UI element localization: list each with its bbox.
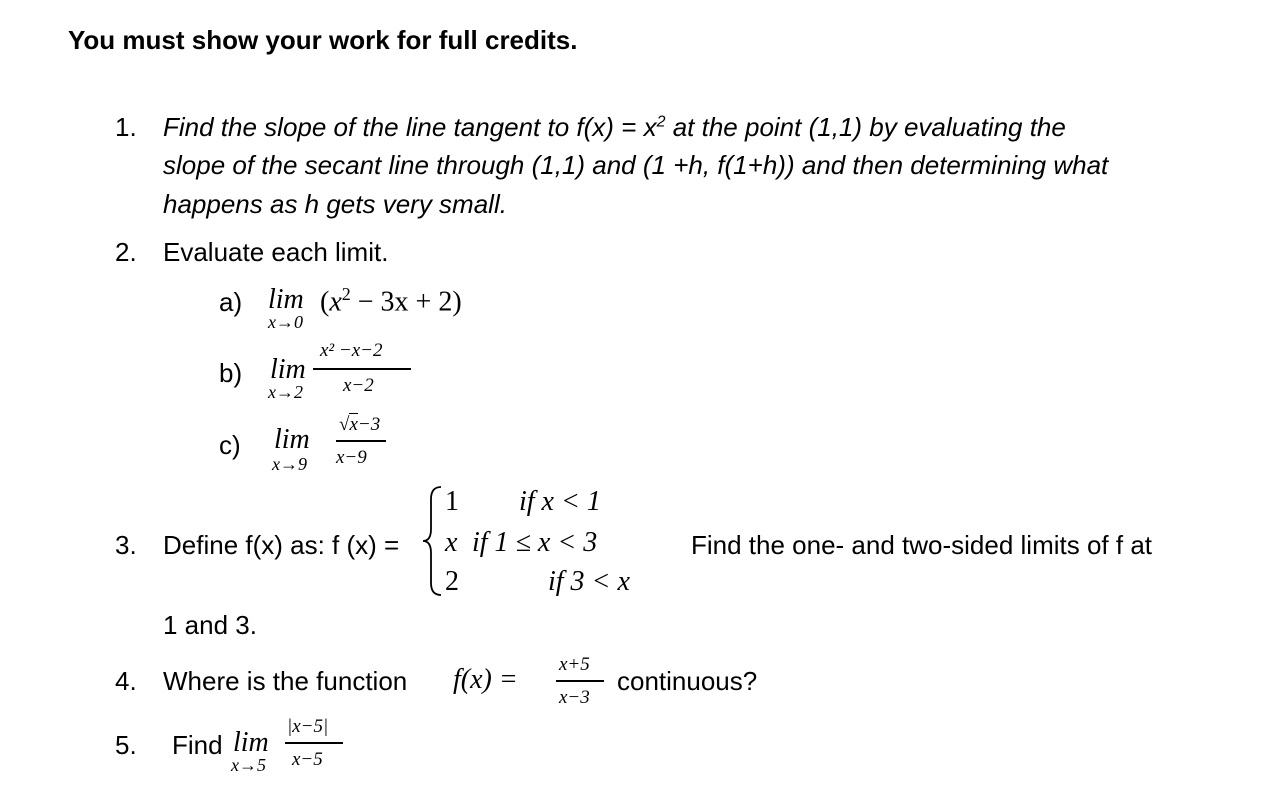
q2c-denominator: x−9 bbox=[336, 447, 367, 468]
q2a-lim: lim bbox=[268, 284, 304, 315]
page-heading: You must show your work for full credits. bbox=[68, 25, 578, 55]
q2c-numerator: √x−3 bbox=[339, 414, 381, 435]
q3-case-3-value: 2 bbox=[445, 566, 459, 597]
q5-denominator: x−5 bbox=[292, 749, 323, 770]
q3-case-1-condition: if x < 1 bbox=[519, 486, 601, 517]
q5-lim: lim bbox=[233, 727, 269, 758]
q2c-label: c) bbox=[219, 430, 241, 460]
q5-text: Find bbox=[172, 730, 223, 760]
q3-case-1-value: 1 bbox=[445, 486, 459, 517]
q4-denominator: x−3 bbox=[559, 687, 590, 708]
q5-fraction-bar bbox=[285, 742, 343, 744]
q3-text: Define f(x) as: f (x) = bbox=[163, 530, 400, 560]
q2a-expression: $(x^2 - 3x + 2)$ bbox=[320, 284, 462, 318]
q3-case-2-condition: if 1 ≤ x < 3 bbox=[472, 527, 598, 558]
q3-left-brace bbox=[421, 485, 445, 597]
q4-function: f(x) = bbox=[453, 664, 518, 695]
q4-number: 4. bbox=[115, 666, 137, 696]
q5-sub: x→5 bbox=[231, 755, 266, 775]
q1-line-2: slope of the secant line through (1,1) and (1 +h, f(1+h)) and then determining what bbox=[163, 150, 1109, 180]
q4-fraction-bar bbox=[556, 680, 604, 682]
q2b-fraction-bar bbox=[313, 368, 411, 370]
q3-case-3-condition: if 3 < x bbox=[548, 566, 630, 597]
q2c-sub: x→9 bbox=[272, 454, 307, 474]
q4-numerator: x+5 bbox=[559, 654, 590, 675]
q1-line-1: Find the slope of the line tangent to $f(x) = x^2$ at the point (1,1) by evaluating the bbox=[163, 112, 1066, 142]
q2c-lim: lim bbox=[274, 424, 310, 455]
q5-numerator: |x−5| bbox=[287, 716, 329, 737]
q2b-label: b) bbox=[219, 358, 243, 388]
q2a-sub: x→0 bbox=[268, 312, 303, 332]
q2b-lim: lim bbox=[270, 354, 306, 385]
q1-number: 1. bbox=[115, 112, 137, 142]
q3-line-2: 1 and 3. bbox=[163, 610, 257, 640]
q2-number: 2. bbox=[115, 237, 137, 267]
q2a-label: a) bbox=[219, 287, 243, 317]
q3-after-text: Find the one- and two-sided limits of f at bbox=[691, 530, 1153, 560]
q1-exponent: 2 bbox=[656, 113, 666, 131]
q4-text: Where is the function bbox=[163, 666, 408, 696]
q2b-numerator: x² −x−2 bbox=[320, 340, 383, 361]
q3-number: 3. bbox=[115, 530, 137, 560]
q2b-denominator: x−2 bbox=[343, 375, 374, 396]
q5-number: 5. bbox=[115, 730, 137, 760]
q4-after-text: continuous? bbox=[617, 666, 758, 696]
q2-text: Evaluate each limit. bbox=[163, 237, 389, 267]
q2c-fraction-bar bbox=[336, 440, 386, 442]
q1-line-3: happens as h gets very small. bbox=[163, 189, 507, 219]
q3-case-2-value: x bbox=[445, 527, 458, 558]
q2b-sub: x→2 bbox=[268, 382, 303, 402]
